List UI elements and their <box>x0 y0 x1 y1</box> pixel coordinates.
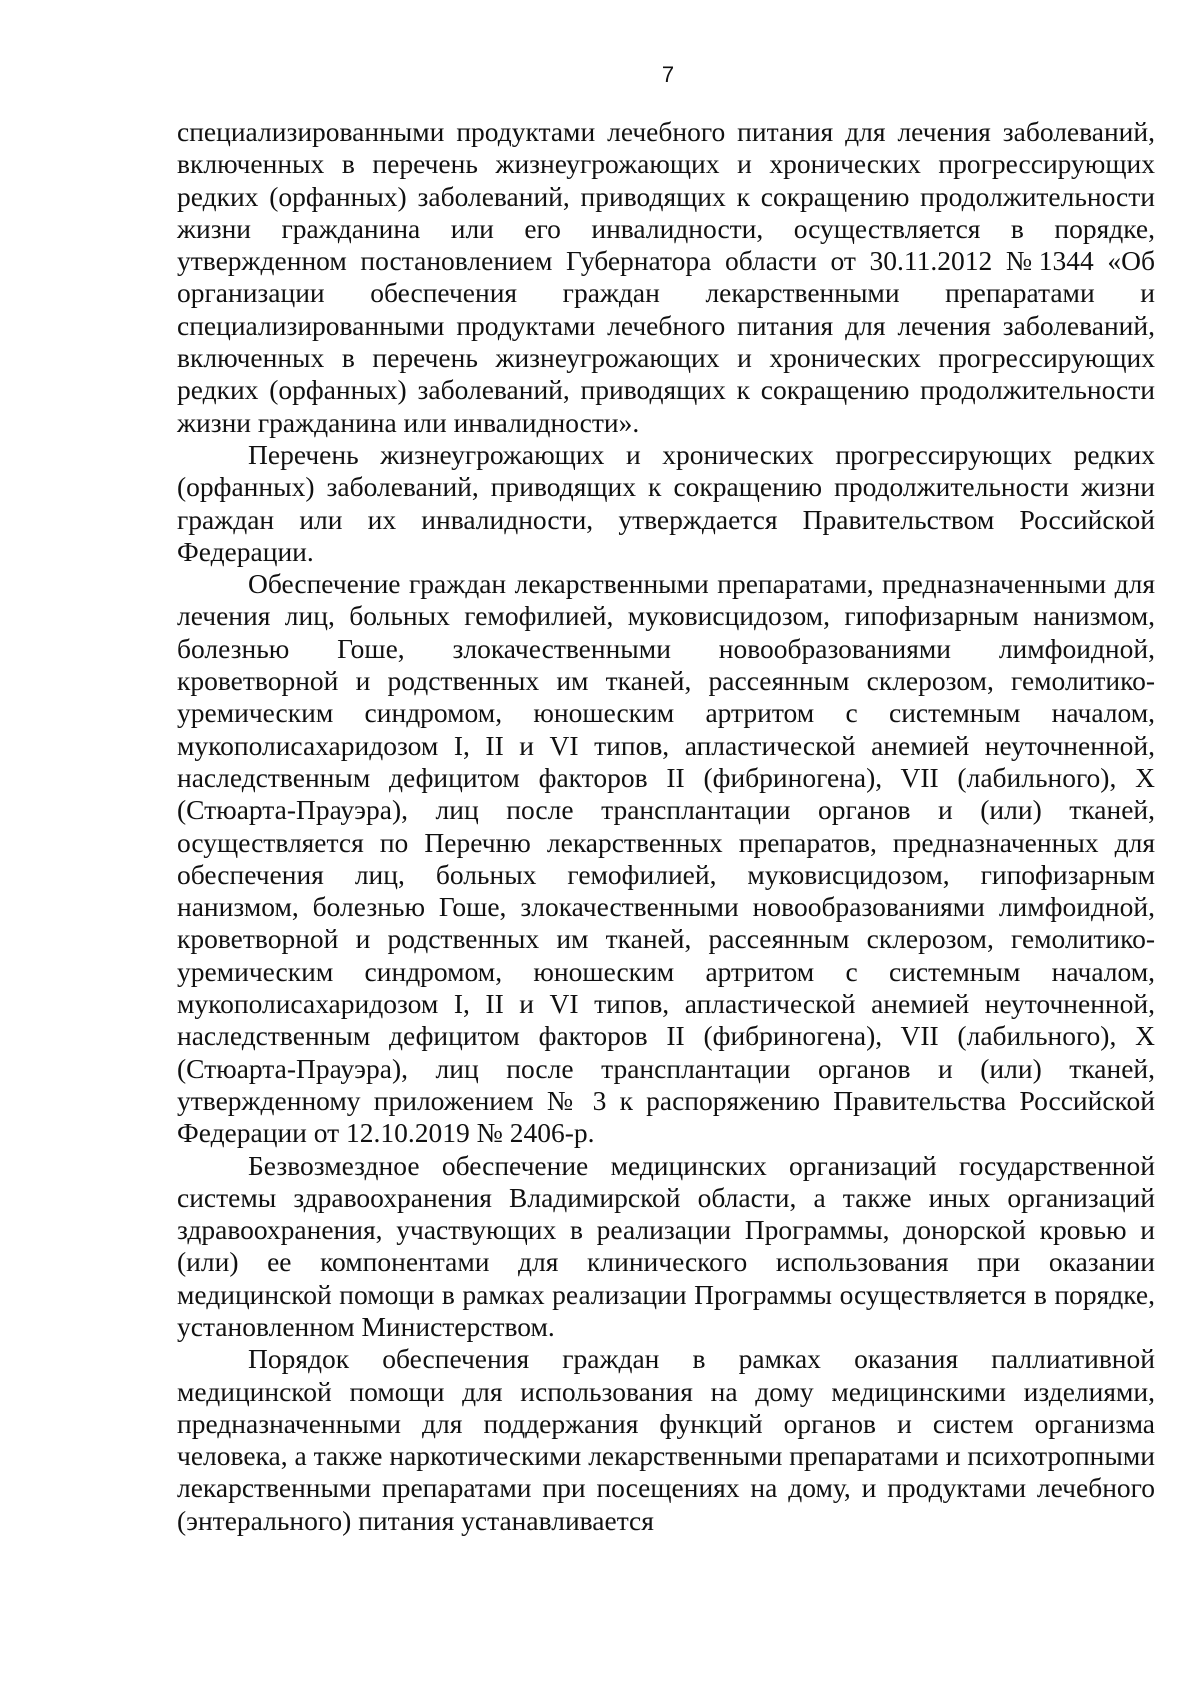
paragraph-donor-blood: Безвозмездное обеспечение медицинских организаций государственной системы здравоохранения Владимирской области, а также иных организаций здравоохранения, участвующих в реализации Программы, донорской кровью и (или) ее компонентами для клинического использования при оказании медицинской помощи в рамках реализации Программы осуществляется в порядке, установленном Министерством. <box>177 1149 1155 1342</box>
paragraph-orphan-list: Перечень жизнеугрожающих и хронических прогрессирующих редких (орфанных) заболеваний, приводящих к сокращению продолжительности жизни граждан или их инвалидности, утверждается Правительством Российской Федерации. <box>177 438 1155 567</box>
page-number: 7 <box>661 62 675 87</box>
paragraph-drug-provision: Обеспечение граждан лекарственными препаратами, предназначенными для лечения лиц, больных гемофилией, муковисцидозом, гипофизарным нанизмом, болезнью Гоше, злокачественными новообразованиями лимфоидной, кроветворной и родственных им тканей, рассеянным склерозом, гемолитико-уремическим синдромом, юношеским артритом с системным началом, мукополисахаридозом I, II и VI типов, апластической анемией неуточненной, наследственным дефицитом факторов II (фибриногена), VII (лабильного), X (Стюарта-Прауэра), лиц после трансплантации органов и (или) тканей, осуществляется по Перечню лекарственных препаратов, предназначенных для обеспечения лиц, больных гемофилией, муковисцидозом, гипофизарным нанизмом, болезнью Гоше, злокачественными новообразованиями лимфоидной, кроветворной и родственных им тканей, рассеянным склерозом, гемолитико-уремическим синдромом, юношеским артритом с системным началом, мукополисахаридозом I, II и VI типов, апластической анемией неуточненной, наследственным дефицитом факторов II (фибриногена), VII (лабильного), X (Стюарта-Прауэра), лиц после трансплантации органов и (или) тканей, утвержденному приложением № 3 к распоряжению Правительства Российской Федерации от 12.10.2019 № 2406-р. <box>177 568 1155 1149</box>
paragraph-continuation: специализированными продуктами лечебного питания для лечения заболеваний, включенных в перечень жизнеугрожающих и хронических прогрессирующих редких (орфанных) заболеваний, приводящих к сокращению продолжительности жизни гражданина или его инвалидности, осуществляется в порядке, утвержденном постановлением Губернатора области от 30.11.2012 №1344 «Об организации обеспечения граждан лекарственными препаратами и специализированными продуктами лечебного питания для лечения заболеваний, включенных в перечень жизнеугрожающих и хронических прогрессирующих редких (орфанных) заболеваний, приводящих к сокращению продолжительности жизни гражданина или инвалидности». <box>177 116 1155 438</box>
document-body <box>177 116 1155 1537</box>
paragraph-palliative-care: Порядок обеспечения граждан в рамках оказания паллиативной медицинской помощи для использования на дому медицинскими изделиями, предназначенными для поддержания функций органов и систем организма человека, а также наркотическими лекарственными препаратами и психотропными лекарственными препаратами при посещениях на дому, и продуктами лечебного (энтерального) питания устанавливается <box>177 1343 1155 1536</box>
